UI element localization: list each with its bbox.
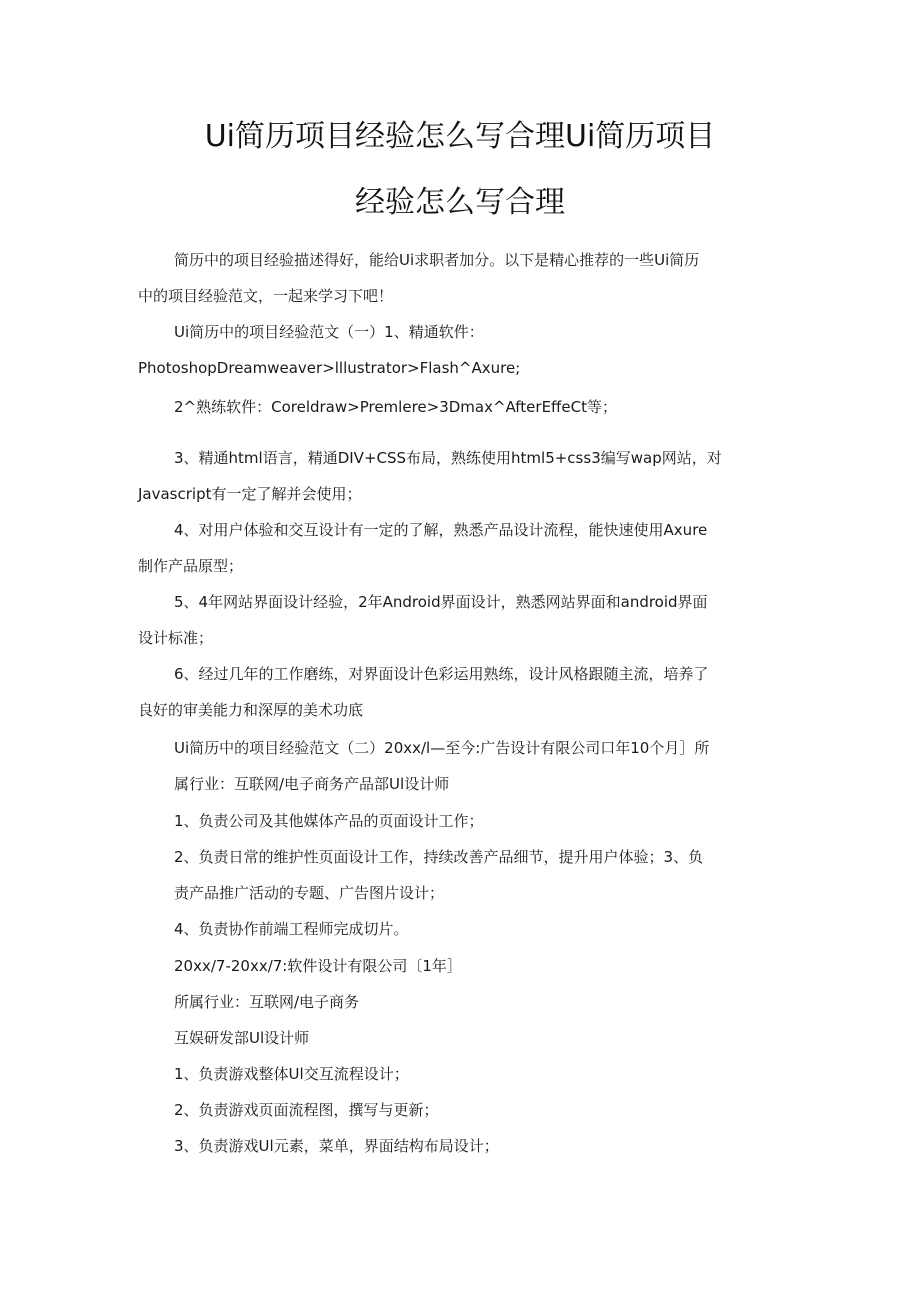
skills-line-4a: 4、对用户体验和交互设计有一定的了解，熟悉产品设计流程，能快速使用Axure [174,521,708,539]
duty-line-1: 1、负责公司及其他媒体产品的页面设计工作； [174,812,484,830]
duty-line-4: 4、负责协作前端工程师完成切片。 [174,920,409,938]
game-duty-line-1: 1、负责游戏整体Ul交互流程设计； [174,1065,409,1083]
position-line: 互娱研发部Ul设计师 [174,1029,310,1047]
skills-line-5b: 设计标准； [138,629,214,647]
game-duty-line-3: 3、负责游戏Ul元素，菜单，界面结构布局设计； [174,1137,499,1155]
document-title-line-2: 经验怎么写合理 [355,185,565,220]
skills-line-3a: 3、精通html语言，精通DIV+CSS布局，熟练使用html5+css3编写wap网站，对 [174,449,722,467]
document-title-line-1: Ui简历项目经验怎么写合理Ui简历项目 [204,119,716,154]
skills-line-6a: 6、经过几年的工作磨练，对界面设计色彩运用熟练，设计风格跟随主流，培养了 [174,665,709,683]
skills-line-4b: 制作产品原型； [138,557,244,575]
skills-line-3b: Javascript有一定了解并会使用； [138,485,362,503]
job-period-line: 20xx/7-20xx/7:软件设计有限公司〔1年］ [174,957,462,975]
example-two-heading-b: 属行业：互联网/电子商务产品部Ul设计师 [174,775,450,793]
intro-line-2: 中的项目经验范文，一起来学习下吧！ [138,287,394,305]
example-one-heading: Ui简历中的项目经验范文（一）1、精通软件： [174,323,484,341]
industry-line: 所属行业：互联网/电子商务 [174,993,360,1011]
skills-line-5a: 5、4年网站界面设计经验，2年Android界面设计，熟悉网站界面和android界面 [174,593,708,611]
game-duty-line-2: 2、负责游戏页面流程图，撰写与更新； [174,1101,439,1119]
skills-line-6b: 良好的审美能力和深厚的美术功底 [138,701,364,719]
duty-line-2a: 2、负责日常的维护性页面设计工作，持续改善产品细节，提升用户体验；3、负 [174,848,704,866]
example-two-heading-a: Ui简历中的项目经验范文（二）20xx/l—至今:广告设计有限公司口年10个月］所 [174,739,710,757]
software-list-line: PhotoshopDreamweaver>lllustrator>Flash^Axure; [138,359,521,377]
intro-line-1: 简历中的项目经验描述得好，能给Ui求职者加分。以下是精心推荐的一些Ui简历 [174,251,700,269]
duty-line-2b: 责产品推广活动的专题、广告图片设计； [174,884,445,902]
skills-line-2: 2^熟练软件：Coreldraw>Premlere>3Dmax^AfterEffeCt等； [174,398,617,416]
